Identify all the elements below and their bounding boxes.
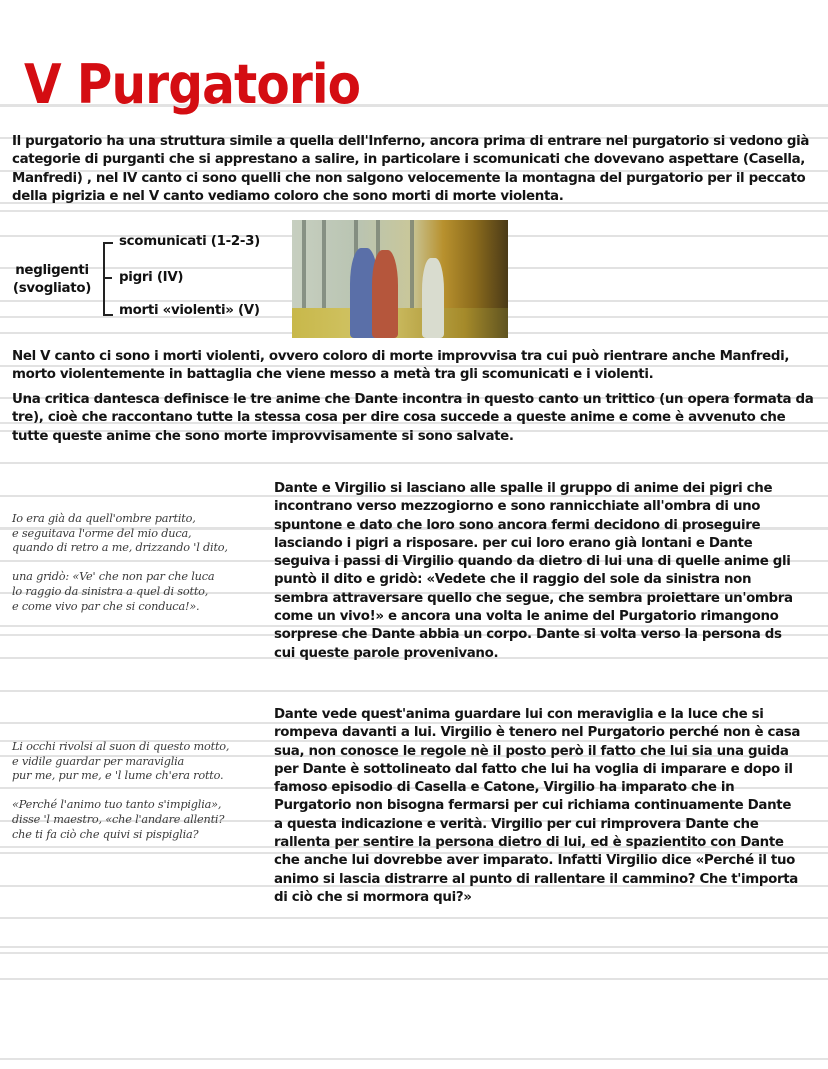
commentary-paragraph-2: Dante vede quest'anima guardare lui con meraviglia e la luce che si rompeva davanti a lui. Virgilio è tenero nel Purgatorio perché non è casa sua, non conosce le regole nè il posto però il fatto che lui sia una guida per Dante è sottolineato dal fatto che lui ha voglia di imparare e dopo il famoso episodio di Casella e Catone, Virgilio ha imparato che in Purgatorio non bisogna fermarsi per cui richiama continuamente Dante a questa indicazione e verità. Virgilio per cui rimprovera Dante che rallenta per sentire la persona dietro di lui, ed è spazientito con Dante che anche lui dovrebbe aver imparato. Infatti Virgilio dice «Perché il tuo animo si lascia distrarre al punto di rallentare il cammino? Che t'importa di ciò che si mormora qui?» xyxy=(274,707,801,905)
tree-shape xyxy=(410,220,414,310)
classification-scheme xyxy=(6,230,286,325)
verse-line: quando di retro a me, drizzando 'l dito, xyxy=(12,541,228,555)
verse-line: che ti fa ciò che quivi si pispiglia? xyxy=(12,827,199,841)
verse-line: Li occhi rivolsi al suon di questo motto, xyxy=(12,740,230,753)
ground-shape xyxy=(292,308,508,338)
poem-excerpt-2 xyxy=(12,740,272,857)
paragraph-violent-deaths: Nel V canto ci sono i morti violenti, ovvero coloro di morte improvvisa tra cui può rientrare anche Manfredi, morto violentemente in battaglia che viene messo a metà tra gli scomunicati e i violenti. xyxy=(12,349,790,383)
scheme-root-label: negligenti xyxy=(15,263,89,278)
rule-line xyxy=(0,462,828,464)
figure-soul xyxy=(422,258,444,338)
poem-stanza xyxy=(12,740,272,784)
verse-line: pur me, pur me, e 'l lume ch'era rotto. xyxy=(12,769,224,783)
poem-excerpt-1 xyxy=(12,512,272,629)
poem-stanza xyxy=(12,512,272,556)
poem-stanza xyxy=(12,570,272,614)
scheme-branch: scomunicati (1-2-3) xyxy=(119,234,260,249)
bracket-tick xyxy=(103,277,112,279)
scheme-branch: morti «violenti» (V) xyxy=(119,303,260,318)
page-title: V Purgatorio xyxy=(24,53,361,116)
scheme-branch: pigri (IV) xyxy=(119,270,184,285)
scheme-root-sublabel: (svogliato) xyxy=(12,281,92,296)
rule-line xyxy=(0,946,828,948)
verse-line: e vidile guardar per maraviglia xyxy=(12,754,185,768)
verse-line: lo raggio da sinistra a quel di sotto, xyxy=(12,584,209,598)
bracket-icon xyxy=(103,242,113,316)
rule-line xyxy=(0,690,828,692)
rule-line xyxy=(0,978,828,980)
verse-line: una gridò: «Ve' che non par che luca xyxy=(12,570,215,584)
tree-shape xyxy=(302,220,306,310)
verse-line: disse 'l maestro, «che l'andare allenti? xyxy=(12,812,225,826)
rule-line xyxy=(0,917,828,919)
verse-line: e come vivo par che si conduca!». xyxy=(12,599,200,613)
scheme-root xyxy=(6,262,98,298)
commentary-paragraph-1: Dante e Virgilio si lasciano alle spalle il gruppo di anime dei pigri che incontrano verso mezzogiorno e sono rannicchiate all'ombra di uno spuntone e dato che loro sono ancora fermi decidono di proseguire lasciando i pigri a risposare. per cui loro erano già lontani e Dante seguiva i passi di Virgilio quando da dietro di lui una di quelle anime gli puntò il dito e gridò: «Vedete che il raggio del sole da sinistra non sembra attraversare quello che segue, che sembra proiettare un'ombra come un vivo!» e ancora una volta le anime del Purgatorio rimangono sorprese che Dante abbia un corpo. Dante si volta verso la persona ds cui queste parole provenivano. xyxy=(274,481,793,661)
paragraph-triptych: Una critica dantesca definisce le tre anime che Dante incontra in questo canto un trittico (un opera formata da tre), cioè che raccontano tutte la stessa cosa per dire cosa succede a queste anime e come è avvenuto che tutte queste anime che sono morte improvvisamente si sono salvate. xyxy=(12,392,814,444)
dante-painting-image xyxy=(292,220,508,338)
poem-stanza xyxy=(12,798,272,842)
verse-line: «Perché l'animo tuo tanto s'impiglia», xyxy=(12,798,222,812)
verse-line: e seguitava l'orme del mio duca, xyxy=(12,526,192,540)
tree-shape xyxy=(322,220,326,310)
verse-line: Io era già da quell'ombre partito, xyxy=(12,512,196,525)
intro-paragraph: Il purgatorio ha una struttura simile a quella dell'Inferno, ancora prima di entrare nel purgatorio si vedono già categorie di purganti che si apprestano a salire, in particolare i scomunicati che dovevano aspettare (Casella, Manfredi) , nel IV canto ci sono quelli che non salgono velocemente la montagna del purgatorio per il peccato della pigrizia e nel V canto vediamo coloro che sono morti di morte violenta. xyxy=(12,134,810,204)
figure-dante xyxy=(372,250,398,338)
